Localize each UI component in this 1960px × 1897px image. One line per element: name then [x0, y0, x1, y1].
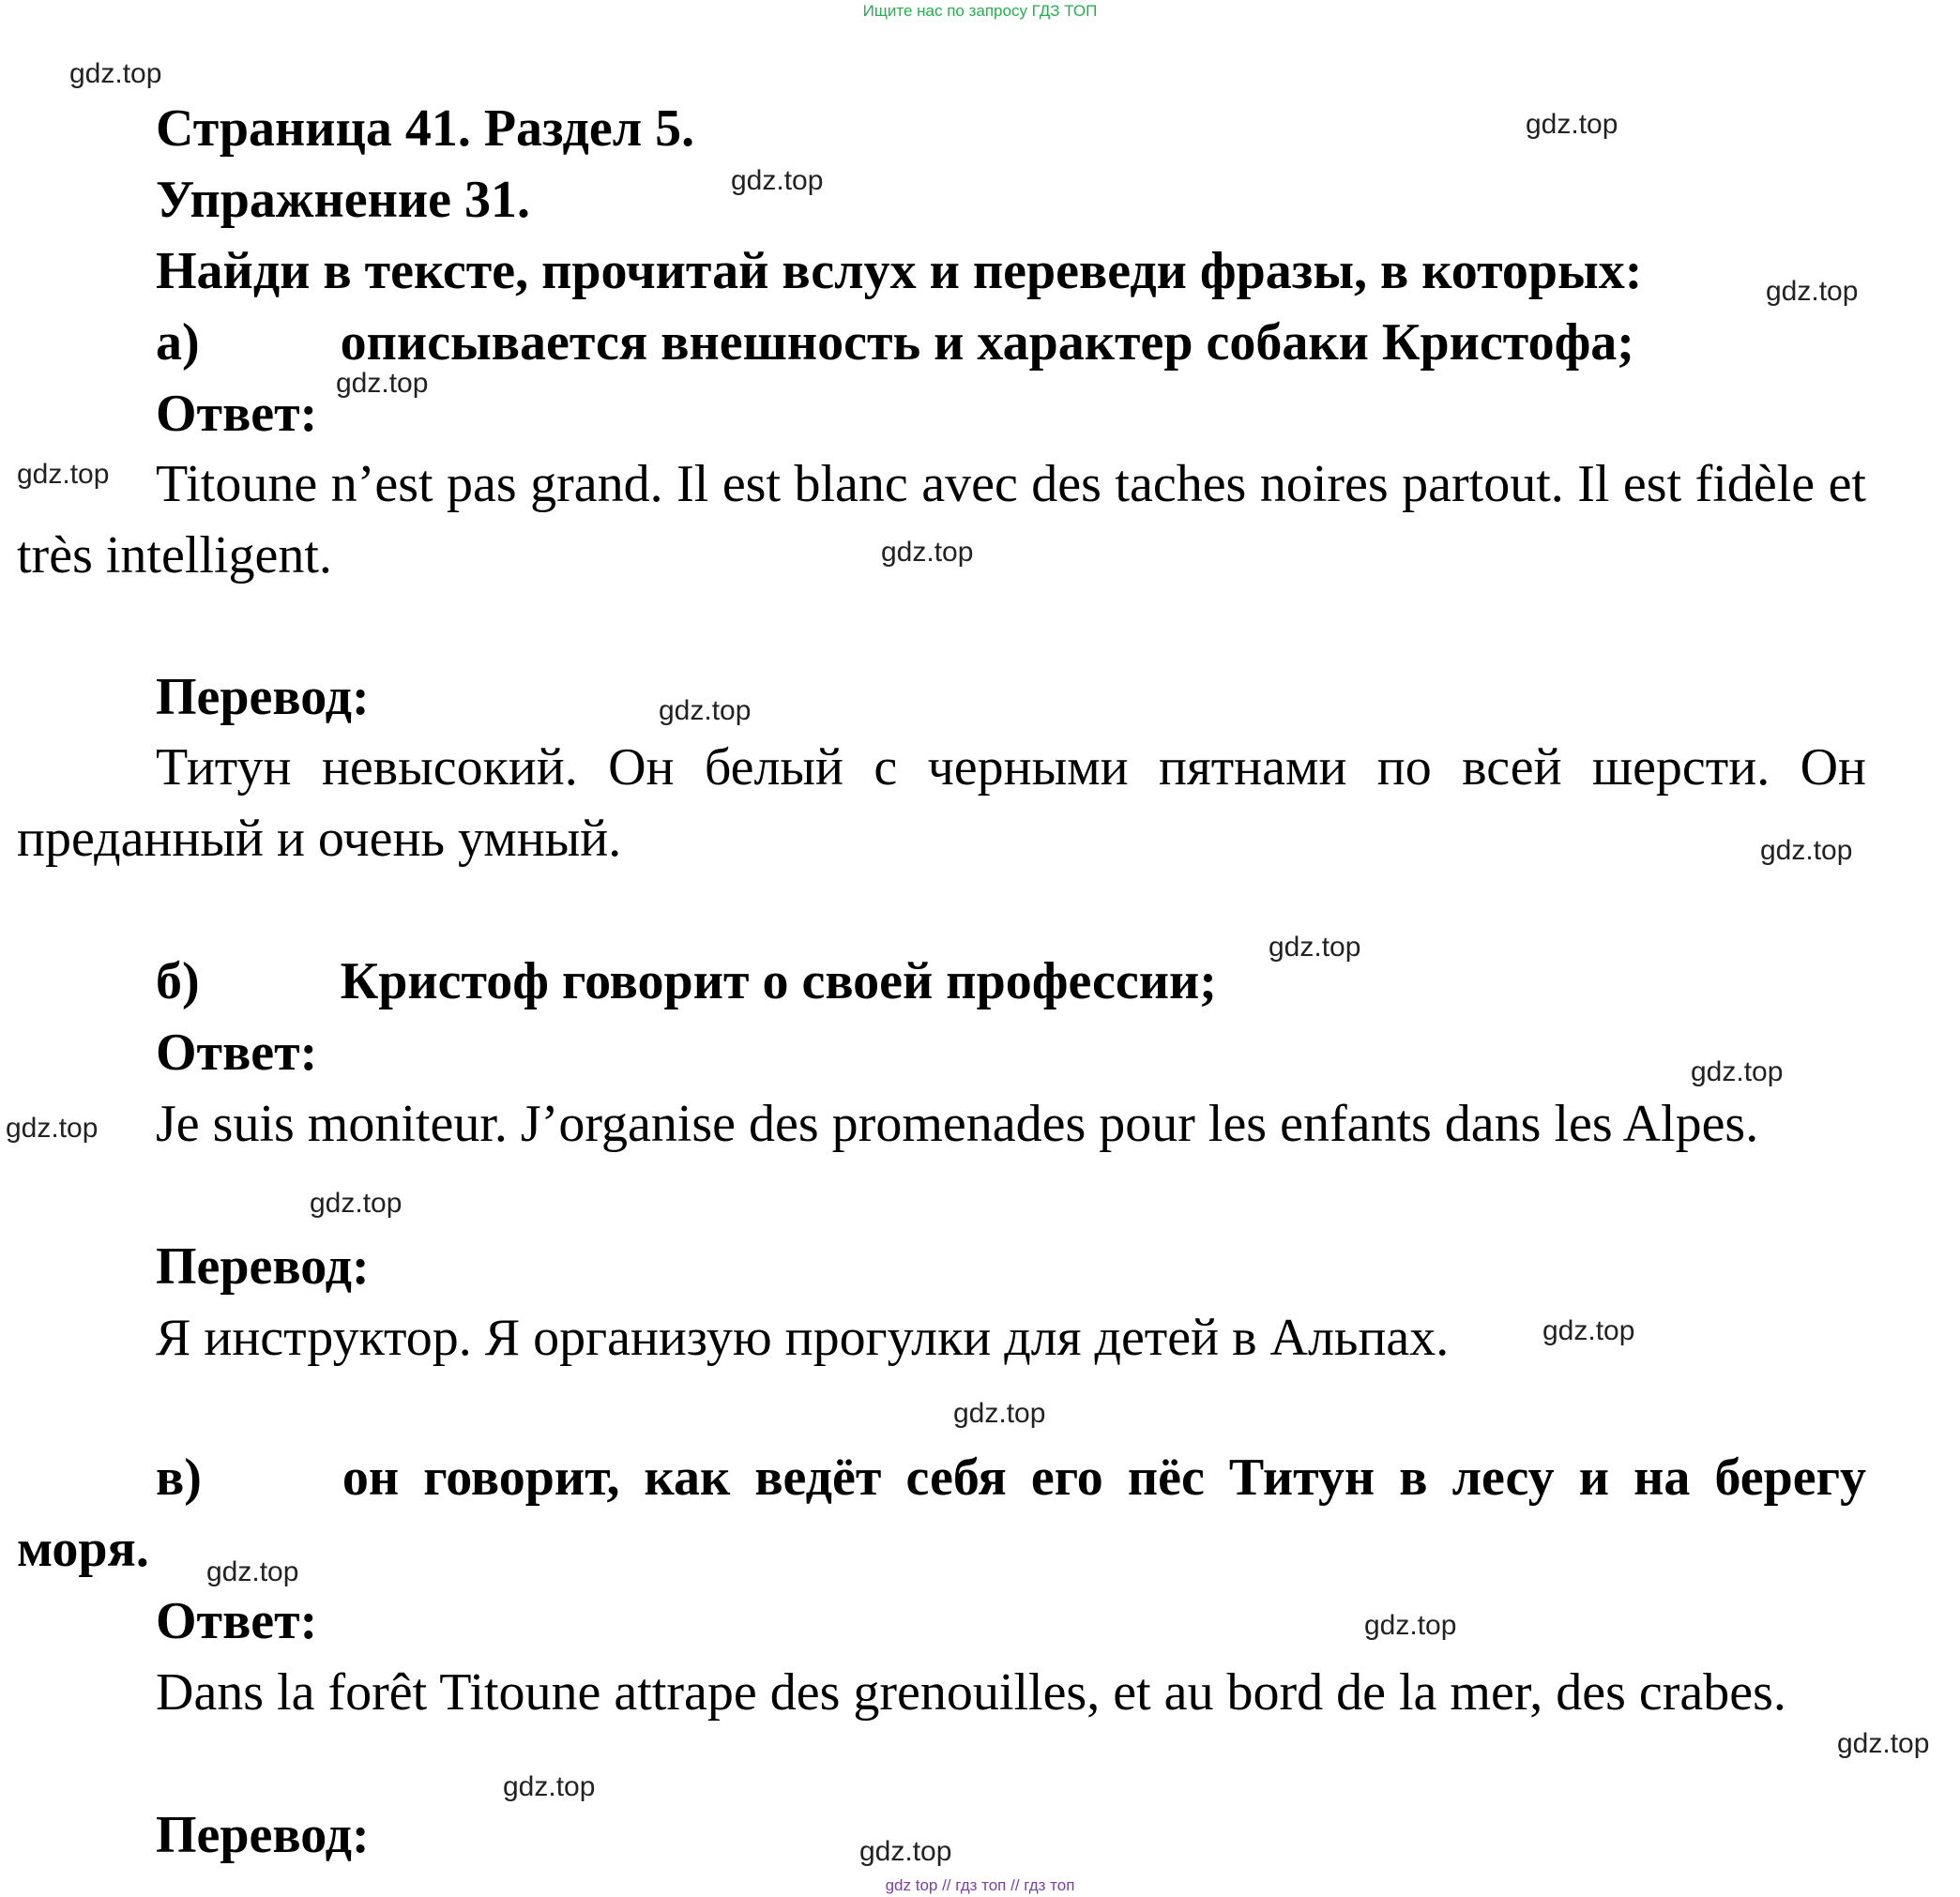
watermark: gdz.top: [336, 368, 429, 399]
part-b-prompt: [156, 952, 1217, 1010]
part-c-answer-label: Ответ:: [156, 1592, 318, 1650]
watermark: gdz.top: [953, 1398, 1046, 1429]
part-b-prompt-text: Кристоф говорит о своей профессии;: [340, 952, 1217, 1010]
watermark: gdz.top: [1269, 932, 1361, 963]
footer-note: gdz top // гдз топ // гдз топ: [885, 1876, 1075, 1894]
part-a-prompt: [156, 313, 1634, 372]
watermark: gdz.top: [659, 695, 752, 726]
watermark: gdz.top: [1542, 1315, 1635, 1346]
watermark: gdz.top: [731, 165, 824, 196]
part-a-answer-label: Ответ:: [156, 385, 318, 443]
part-c-answer: Dans la forêt Titoune attrape des grenouilles, et au bord de la mer, des crabes.: [156, 1663, 1786, 1722]
watermark: gdz.top: [1526, 109, 1618, 140]
part-a-translation: Титун невысокий. Он белый с черными пятнами по всей шерсти. Он преданный и очень умный.: [17, 738, 1866, 868]
watermark: gdz.top: [1691, 1056, 1784, 1087]
watermark: gdz.top: [1760, 835, 1853, 866]
watermark: gdz.top: [503, 1771, 596, 1802]
watermark: gdz.top: [859, 1836, 952, 1867]
part-b-letter: б): [156, 952, 200, 1010]
part-a-prompt-text: описывается внешность и характер собаки Кристофа;: [340, 313, 1634, 372]
task-text: Найди в тексте, прочитай вслух и переведи фразы, в которых:: [156, 242, 1643, 300]
watermark: gdz.top: [69, 58, 162, 89]
watermark: gdz.top: [1837, 1728, 1930, 1759]
exercise-title: Упражнение 31.: [156, 171, 531, 229]
part-b-answer-label: Ответ:: [156, 1024, 318, 1082]
part-a-letter: а): [156, 313, 200, 372]
watermark: gdz.top: [17, 459, 110, 490]
watermark: gdz.top: [6, 1113, 99, 1144]
header-note: Ищите нас по запросу ГДЗ ТОП: [862, 2, 1098, 20]
watermark: gdz.top: [310, 1188, 403, 1219]
part-a-answer: Titoune n’est pas grand. Il est blanc avec des taches noires partout. Il est fidèle et très intelligent.: [17, 455, 1866, 584]
part-c-translation-label: Перевод:: [156, 1806, 370, 1864]
part-b-answer: Je suis moniteur. J’organise des promenades pour les enfants dans les Alpes.: [156, 1095, 1759, 1153]
part-c-prompt-text: он говорит, как ведёт себя его пёс Титун в лесу и на берегу моря.: [17, 1449, 1866, 1578]
watermark: gdz.top: [1766, 276, 1859, 307]
part-b-translation: Я инструктор. Я организую прогулки для детей в Альпах.: [156, 1309, 1450, 1367]
part-c-letter: в): [156, 1449, 202, 1507]
page-title: Страница 41. Раздел 5.: [156, 99, 695, 158]
part-c-prompt: [17, 1442, 1866, 1585]
watermark: gdz.top: [881, 537, 974, 568]
part-a-translation-label: Перевод:: [156, 668, 370, 726]
watermark: gdz.top: [1364, 1610, 1457, 1641]
part-b-translation-label: Перевод:: [156, 1237, 370, 1296]
watermark: gdz.top: [206, 1556, 299, 1587]
